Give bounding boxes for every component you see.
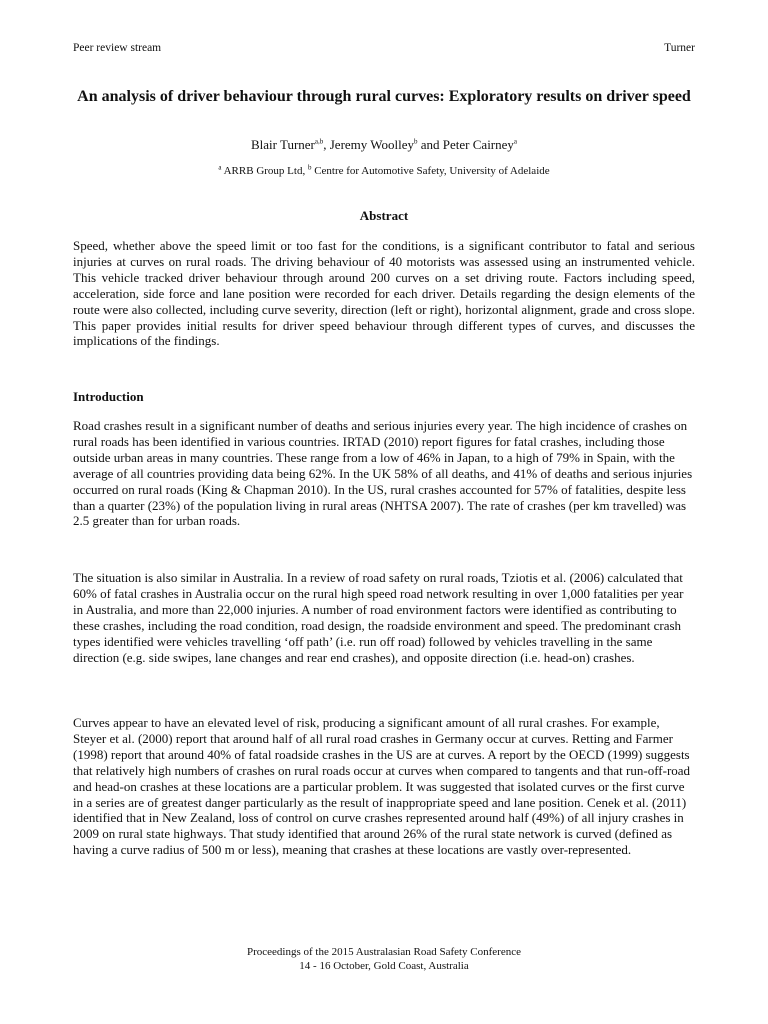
affiliation-text: Centre for Automotive Safety, University of Adelaide [311,165,550,177]
author-affiliation-mark: b [414,137,418,146]
body-paragraph: The situation is also similar in Australia. In a review of road safety on rural roads, Tziotis et al. (2006) calculated that 60% of fatal crashes in Australia occur on the rural high speed road network resulting in over 1,000 fatalities per year in Australia, and more than 22,000 injuries. A number of road environment factors were identified as contributing to these crashes, including the road condition, road design, the roadside environment and speed. The predominant crash types identified were vehicles travelling ‘off path’ (i.e. run off road) followed by vehicles travelling in the same direction (e.g. side swipes, lane changes and rear end crashes), and opposite direction (i.e. head-on) crashes. [73,570,684,665]
author-affiliation-mark: a [513,137,518,146]
author-separator: and [417,137,443,152]
author-list [73,137,695,153]
section-heading-introduction: Introduction [73,389,144,404]
abstract-heading: Abstract [359,208,409,223]
author-name: Jeremy Woolley [329,137,415,152]
author-name: Blair Turner [250,137,315,152]
page-footer [73,945,695,973]
author-name: Peter Cairney [442,137,514,152]
affiliation-text: ARRB Group Ltd, [221,165,308,177]
running-header-right: Turner [664,42,695,54]
abstract-paragraph: Speed, whether above the speed limit or too fast for the conditions, is a significant contributor to fatal and serious injuries at curves on rural roads. The driving behaviour of 40 motorists was assessed using an instrumented vehicle. This vehicle tracked driver behaviour through around 200 curves on a set driving route. Factors including speed, acceleration, side force and lane position were recorded for each driver. Details regarding the design elements of the route were also collected, including curve severity, direction (left or right), horizontal alignment, grade and cross slope. This paper provides initial results for driver speed behaviour through different types of curves, and discusses the implications of the findings. [73,238,695,349]
paper-title: An analysis of driver behaviour through rural curves: Exploratory results on driver speed [77,88,691,105]
author-affiliation-mark: a,b [314,137,324,146]
footer-conference: Proceedings of the 2015 Australasian Road Safety Conference [246,946,521,958]
footer-dates: 14 - 16 October, Gold Coast, Australia [299,960,469,972]
author-separator: , [323,137,330,152]
body-paragraph: Road crashes result in a significant number of deaths and serious injuries every year. The high incidence of crashes on rural roads has been identified in various countries. IRTAD (2010) report figures for fatal crashes, including those outside urban areas in many countries. These range from a low of 46% in Japan, to a high of 79% in Spain, with the average of all countries providing data being 62%. In the UK 58% of all deaths, and 41% of deaths and serious injuries occurred on rural roads (King & Chapman 2010). In the US, rural crashes accounted for 57% of fatalities, despite less than a quarter (23%) of the population living in rural areas (NHTSA 2007). The rate of crashes (per km travelled) was 2.5 greater than for urban roads. [73,418,693,529]
body-paragraph: Curves appear to have an elevated level of risk, producing a significant amount of all rural crashes. For example, Steyer et al. (2000) report that around half of all rural road crashes in Germany occur at curves. Retting and Farmer (1998) report that around 40% of fatal roadside crashes in the US are at curves. A report by the OECD (1999) suggests that relatively high numbers of crashes on rural roads occur at curves when compared to tangents and that run-off-road and head-on crashes at these locations are a particular problem. It was suggested that isolated curves or the first curve in a series are of greatest danger particularly as the result of inappropriate speed and lane position. Cenek et al. (2011) identified that in New Zealand, loss of control on curve crashes represented around half (49%) of all injury crashes in 2009 on rural state highways. That study identified that around 26% of the rural state network is curved (defined as having a curve radius of 500 m or less), meaning that crashes at these locations are vastly over-represented. [73,715,691,858]
running-header-left: Peer review stream [73,42,162,54]
affiliations [73,164,695,178]
affiliation-mark: b [307,163,312,172]
affiliation-mark: a [218,163,222,172]
